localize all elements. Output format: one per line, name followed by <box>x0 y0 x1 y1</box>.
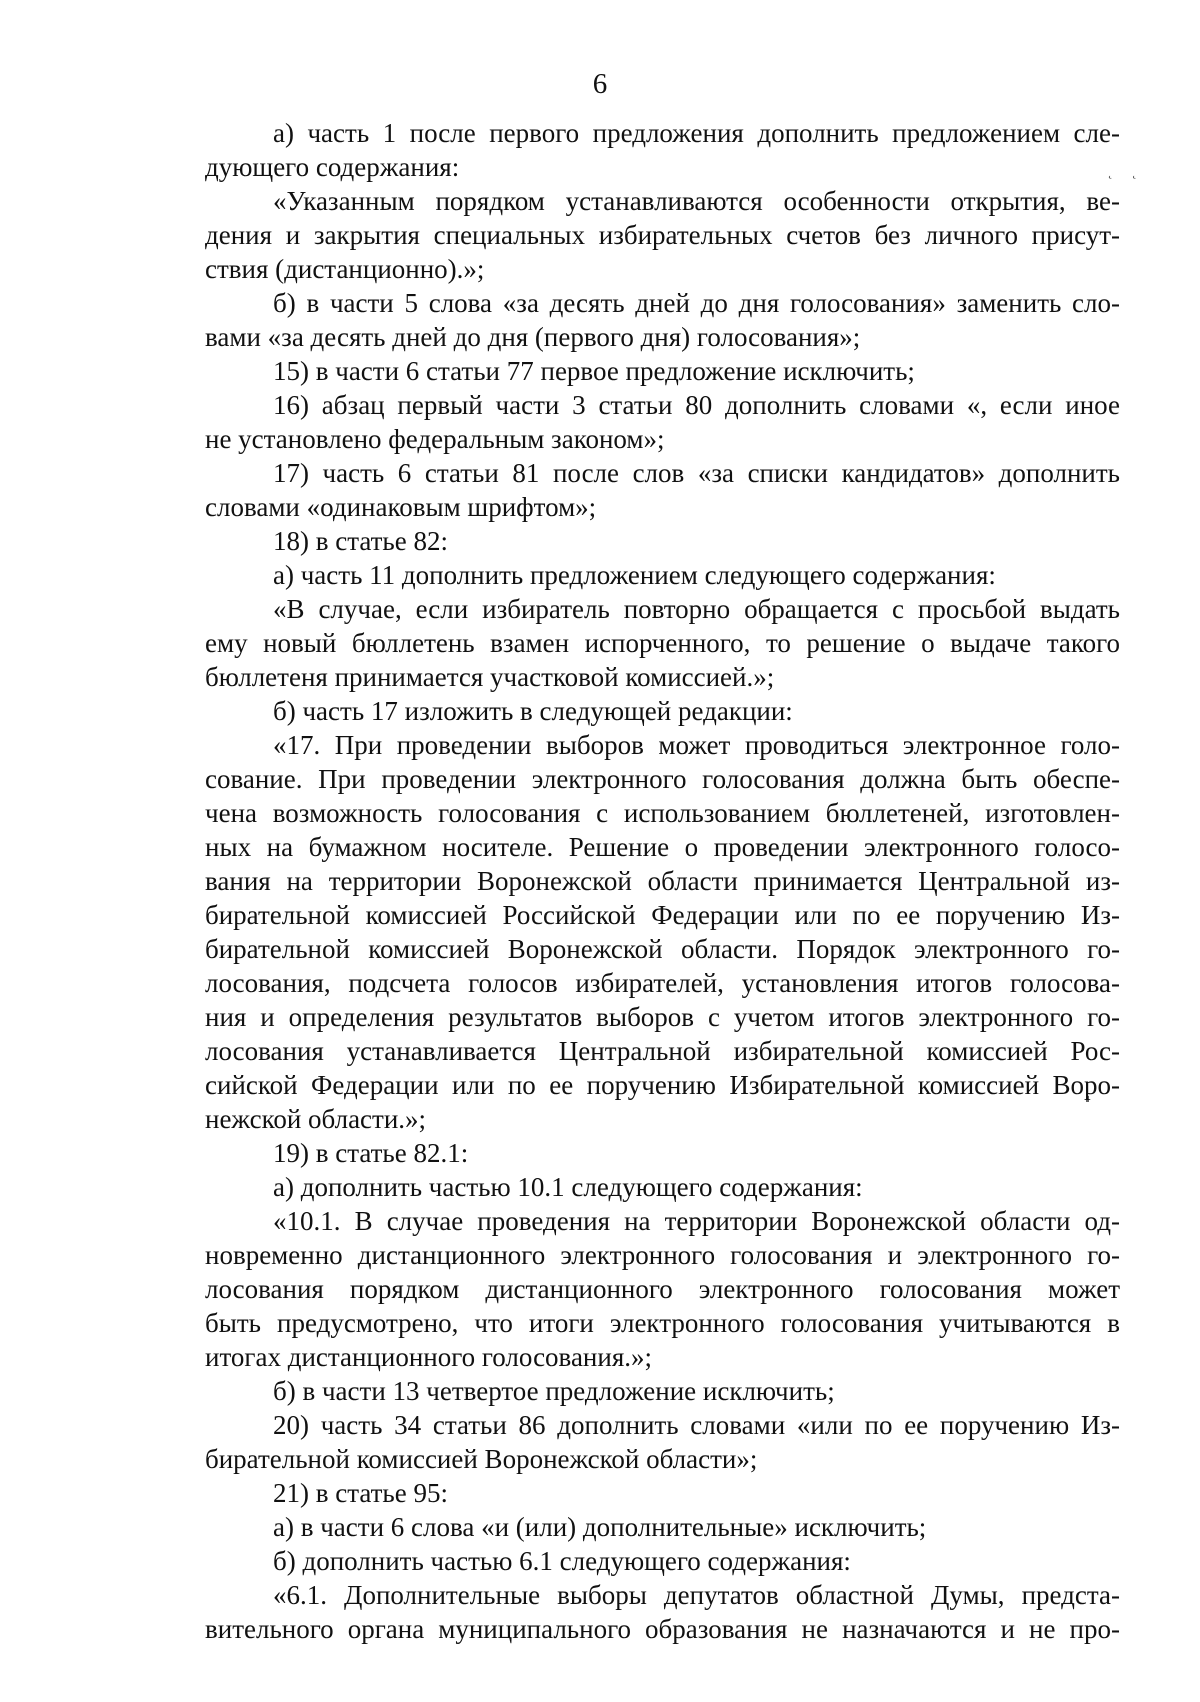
text-line: 17) часть 6 статьи 81 после слов «за списки кандидатов» дополнить <box>273 458 1120 488</box>
text-line: 16) абзац первый части 3 статьи 80 дополнить словами «, если иное <box>273 390 1120 420</box>
text-line: ния и определения результатов выборов с учетом итогов электронного го- <box>205 1002 1120 1032</box>
text-line: ему новый бюллетень взамен испорченного, то решение о выдаче такого <box>205 628 1120 658</box>
text-line: бирательной комиссией Воронежской области. Порядок электронного го- <box>205 934 1120 964</box>
text-line: б) в части 5 слова «за десять дней до дня голосования» заменить сло- <box>273 288 1120 318</box>
text-line: итогах дистанционного голосования.»; <box>205 1342 653 1372</box>
text-line: «6.1. Дополнительные выборы депутатов областной Думы, предста- <box>273 1580 1120 1610</box>
text-line: ных на бумажном носителе. Решение о проведении электронного голосо- <box>205 832 1120 862</box>
text-line: а) часть 1 после первого предложения дополнить предложением сле- <box>273 118 1120 148</box>
text-line: 21) в статье 95: <box>273 1478 448 1508</box>
text-line: б) в части 13 четвертое предложение исключить; <box>273 1376 835 1406</box>
page-number: 6 <box>592 68 608 100</box>
text-line: 15) в части 6 статьи 77 первое предложение исключить; <box>273 356 915 386</box>
text-line: сование. При проведении электронного голосования должна быть обеспе- <box>205 764 1120 794</box>
text-line: а) в части 6 слова «и (или) дополнительные» исключить; <box>273 1512 927 1542</box>
text-line: вами «за десять дней до дня (первого дня) голосования»; <box>205 322 861 352</box>
text-line: 18) в статье 82: <box>273 526 448 556</box>
text-line: а) часть 11 дополнить предложением следующего содержания: <box>273 560 996 590</box>
text-line: а) дополнить частью 10.1 следующего содержания: <box>273 1172 863 1202</box>
text-line: лосования порядком дистанционного электронного голосования может <box>205 1274 1120 1304</box>
text-line: не установлено федеральным законом»; <box>205 424 665 454</box>
text-line: бирательной комиссией Российской Федерации или по ее поручению Из- <box>205 900 1120 930</box>
text-line: б) дополнить частью 6.1 следующего содержания: <box>273 1546 851 1576</box>
scan-speck: ˛ ˛ <box>1108 165 1145 180</box>
text-line: «10.1. В случае проведения на территории Воронежской области од- <box>273 1206 1120 1236</box>
text-line: нежской области.»; <box>205 1104 427 1134</box>
text-line: словами «одинаковым шрифтом»; <box>205 492 597 522</box>
text-line: «Указанным порядком устанавливаются особенности открытия, ве- <box>273 186 1120 216</box>
text-line: дения и закрытия специальных избирательных счетов без личного присут- <box>205 220 1120 250</box>
text-line: вительного органа муниципального образования не назначаются и не про- <box>205 1614 1120 1644</box>
document-body <box>205 116 1120 1646</box>
text-line: 19) в статье 82.1: <box>273 1138 469 1168</box>
text-line: лосования устанавливается Центральной избирательной комиссией Рос- <box>205 1036 1120 1066</box>
text-line: ствия (дистанционно).»; <box>205 254 485 284</box>
text-line: бюллетеня принимается участковой комиссией.»; <box>205 662 775 692</box>
text-line: сийской Федерации или по ее поручению Избирательной комиссией Воро- <box>205 1070 1120 1100</box>
text-line: лосования, подсчета голосов избирателей, установления итогов голосова- <box>205 968 1120 998</box>
text-line: «В случае, если избиратель повторно обращается с просьбой выдать <box>273 594 1120 624</box>
text-line: бирательной комиссией Воронежской области»; <box>205 1444 758 1474</box>
text-line: быть предусмотрено, что итоги электронного голосования учитываются в <box>205 1308 1120 1338</box>
text-line: дующего содержания: <box>205 152 460 182</box>
text-line: б) часть 17 изложить в следующей редакции: <box>273 696 793 726</box>
text-line: новременно дистанционного электронного голосования и электронного го- <box>205 1240 1120 1270</box>
text-line: 20) часть 34 статьи 86 дополнить словами «или по ее поручению Из- <box>273 1410 1120 1440</box>
text-line: вания на территории Воронежской области принимается Центральной из- <box>205 866 1120 896</box>
text-line: «17. При проведении выборов может проводиться электронное голо- <box>273 730 1120 760</box>
text-line: чена возможность голосования с использованием бюллетеней, изготовлен- <box>205 798 1120 828</box>
